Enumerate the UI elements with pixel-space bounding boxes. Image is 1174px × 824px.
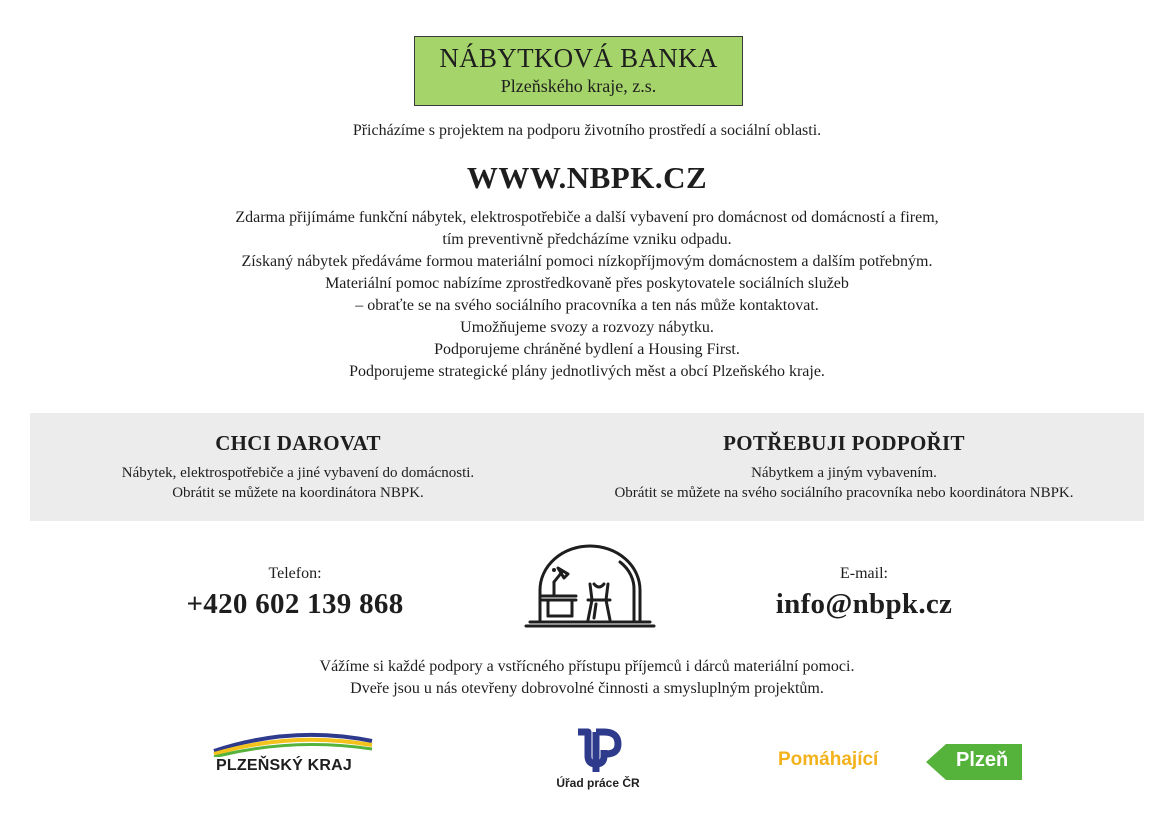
donate-heading: CHCI DAROVAT	[215, 431, 381, 455]
need-support-line: Obrátit se můžete na svého sociálního pracovníka nebo koordinátora NBPK.	[614, 485, 1074, 501]
phone-contact	[145, 565, 445, 621]
description-line: Zdarma přijímáme funkční nábytek, elektrospotřebiče a další vybavení pro domácnost od domácností a firem,	[235, 209, 939, 226]
plzen-text: Plzeň	[956, 749, 1009, 771]
description-line: – obraťte se na svého sociálního pracovníka a ten nás může kontaktovat.	[355, 297, 819, 314]
closing-line: Dveře jsou u nás otevřeny dobrovolné činnosti a smysluplným projektům.	[350, 680, 824, 697]
phone-number[interactable]: +420 602 139 868	[186, 588, 404, 620]
intro-text: Přicházíme s projektem na podporu životního prostředí a sociální oblasti.	[352, 122, 822, 139]
email-address[interactable]: info@nbpk.cz	[775, 588, 953, 620]
description-line: tím preventivně předcházíme vzniku odpadu.	[442, 231, 732, 248]
furniture-room-icon	[520, 538, 660, 632]
pomahajici-text: Pomáhající	[778, 749, 879, 770]
email-label: E-mail:	[840, 565, 888, 582]
phone-label: Telefon:	[268, 565, 322, 582]
plzen-badge	[926, 744, 1022, 780]
plzensky-kraj-text: PLZEŇSKÝ KRAJ	[216, 757, 352, 774]
donate-line: Obrátit se můžete na koordinátora NBPK.	[172, 485, 424, 501]
urad-prace-logo[interactable]	[548, 728, 648, 794]
plzensky-kraj-swoosh-icon	[212, 727, 376, 757]
need-support-section	[560, 413, 1128, 503]
urad-prace-text: Úřad práce ČR	[556, 776, 640, 790]
description-line: Umožňujeme svozy a rozvozy nábytku.	[460, 319, 714, 336]
description-line: Získaný nábytek předáváme formou materiální pomoci nízkopříjmovým domácnostem a dalším potřebným.	[241, 253, 933, 270]
need-support-heading: POTŘEBUJI PODPOŘIT	[723, 431, 965, 455]
description-line: Podporujeme strategické plány jednotlivých měst a obcí Plzeňského kraje.	[349, 363, 825, 380]
urad-prace-icon	[548, 728, 648, 774]
description-line: Podporujeme chráněné bydlení a Housing First.	[434, 341, 740, 358]
plzensky-kraj-logo[interactable]	[212, 727, 376, 783]
organization-name: NÁBYTKOVÁ BANKA	[439, 43, 718, 73]
email-contact	[714, 565, 1014, 621]
info-band	[30, 413, 1144, 521]
need-support-line: Nábytkem a jiným vybavením.	[751, 465, 937, 481]
closing-line: Vážíme si každé podpory a vstřícného přístupu příjemců i dárců materiální pomoci.	[319, 658, 855, 675]
website-link[interactable]: WWW.NBPK.CZ	[466, 160, 708, 195]
description-line: Materiální pomoc nabízíme zprostředkovaně přes poskytovatele sociálních služeb	[325, 275, 849, 292]
pomahajici-plzen-logo[interactable]	[778, 744, 1026, 780]
donate-line: Nábytek, elektrospotřebiče a jiné vybavení do domácnosti.	[121, 465, 475, 481]
closing-text	[0, 656, 1174, 700]
donate-section	[60, 413, 536, 503]
description-block	[0, 207, 1174, 383]
organization-header	[414, 36, 743, 106]
organization-subtitle: Plzeňského kraje, z.s.	[500, 76, 657, 96]
